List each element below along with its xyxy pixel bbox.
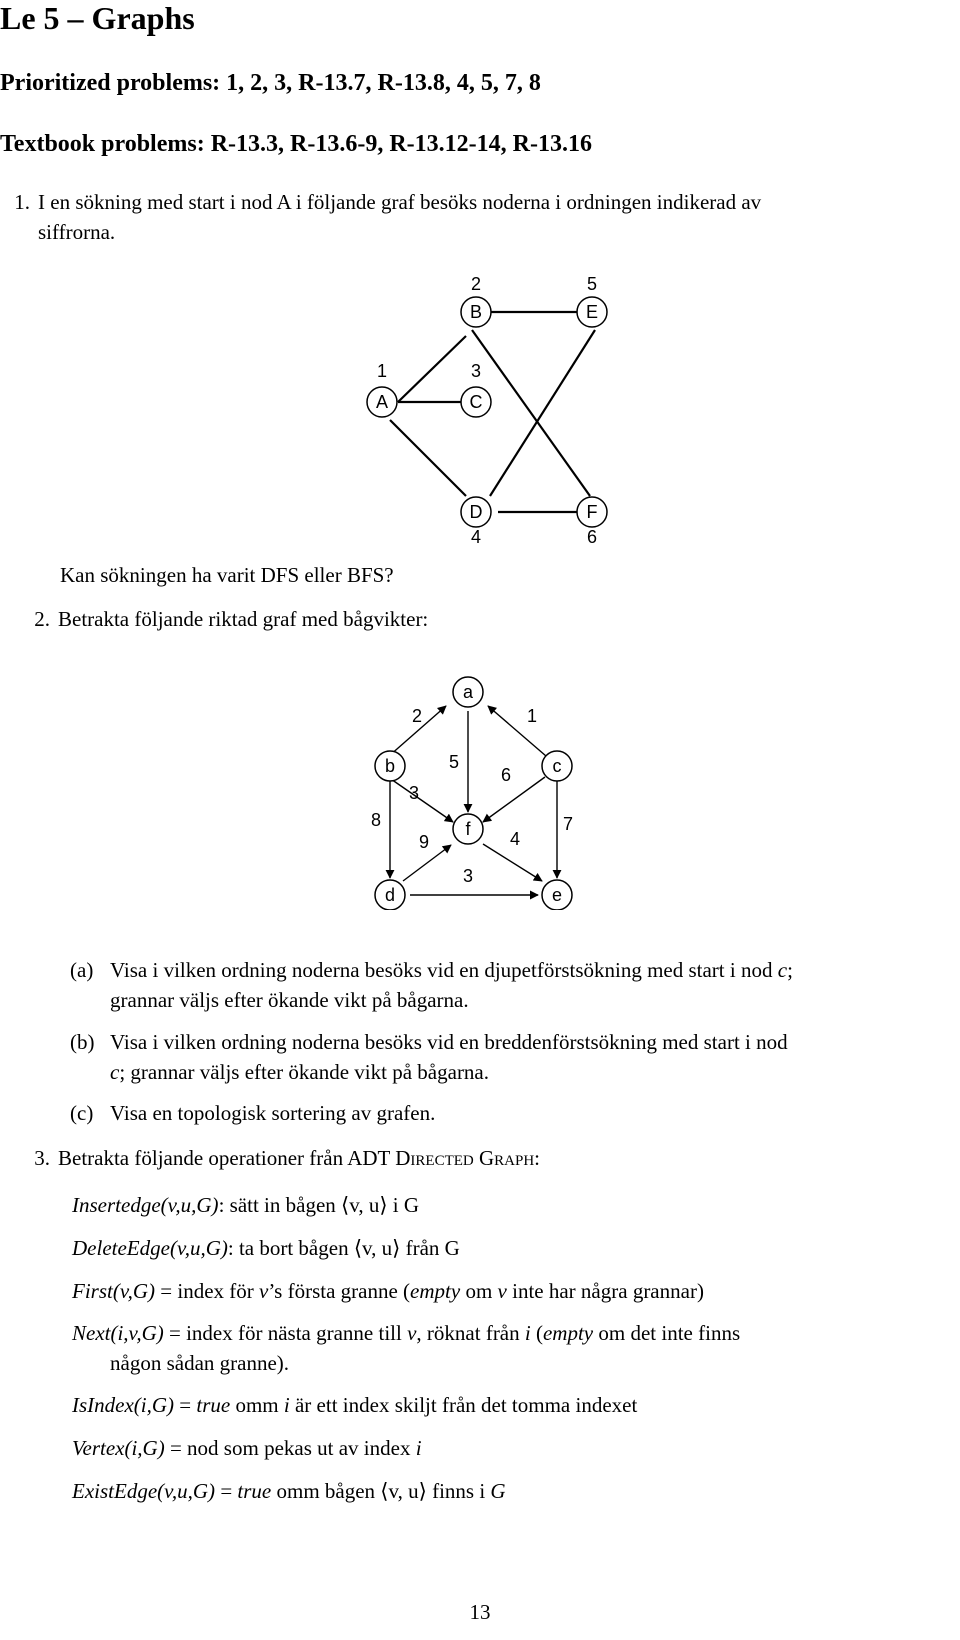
graph-node-label: e xyxy=(551,885,563,905)
edge-weight-label: 2 xyxy=(411,706,423,726)
op-isindex: IsIndex(i,G) = true omm i är ett index skiljt från det tomma indexet xyxy=(72,1393,638,1417)
op-first: First(v,G) = index för v’s första granne (empty om v inte har några grannar) xyxy=(72,1279,704,1303)
textbook-problems: Textbook problems: R-13.3, R-13.6-9, R-13.12-14, R-13.16 xyxy=(0,131,592,157)
edge-weight-label: 3 xyxy=(462,866,474,886)
graph-node-label: B xyxy=(469,302,483,322)
subproblem-a-text: Visa i vilken ordning noderna besöks vid en djupetförstsökning med start i nod c; xyxy=(110,958,793,982)
subproblem-c-label: (c) xyxy=(70,1101,94,1125)
edge-weight-label: 9 xyxy=(418,832,430,852)
graph-node-label: f xyxy=(465,819,471,839)
op-next: Next(i,v,G) = index för nästa granne till v, röknat från i (empty om det inte finns xyxy=(72,1321,741,1345)
directed-weighted-graph xyxy=(0,640,960,910)
edge-weight-label: 3 xyxy=(408,783,420,803)
subproblem-a-text-cont: grannar väljs efter ökande vikt på bågarna. xyxy=(110,988,469,1012)
edge-weight-label: 8 xyxy=(370,810,382,830)
graph-node-label: d xyxy=(384,885,396,905)
subproblem-b-text: Visa i vilken ordning noderna besöks vid en breddenförstsökning med start i nod xyxy=(110,1030,788,1054)
problem-1-question: Kan sökningen ha varit DFS eller BFS? xyxy=(60,563,394,587)
op-next-cont: någon sådan granne). xyxy=(110,1351,290,1375)
graph-node-label: a xyxy=(462,682,474,702)
op-vertex: Vertex(i,G) = nod som pekas ut av index i xyxy=(72,1436,422,1460)
op-deleteedge: DeleteEdge(v,u,G): ta bort bågen ⟨v, u⟩ från G xyxy=(72,1236,460,1260)
op-existedge: ExistEdge(v,u,G) = true omm bågen ⟨v, u⟩ finns i G xyxy=(72,1479,506,1503)
page-number: 13 xyxy=(469,1600,491,1624)
edge-weight-label: 1 xyxy=(526,706,538,726)
edge-weight-label: 5 xyxy=(448,752,460,772)
op-insertedge: Insertedge(v,u,G): sätt in bågen ⟨v, u⟩ i G xyxy=(72,1193,420,1217)
graph-node-label: E xyxy=(585,302,599,322)
problem-2-number: 2. xyxy=(34,607,50,631)
graph-node-label: A xyxy=(375,392,389,412)
visit-order-label: 3 xyxy=(470,361,482,381)
visit-order-label: 5 xyxy=(586,274,598,294)
subproblem-b-text-cont: c; grannar väljs efter ökande vikt på bågarna. xyxy=(110,1060,490,1084)
visit-order-label: 2 xyxy=(470,274,482,294)
problem-2-text: Betrakta följande riktad graf med bågvikter: xyxy=(58,607,429,631)
graph-node-label: F xyxy=(586,502,598,522)
visit-order-label: 1 xyxy=(376,361,388,381)
problem-1-text: I en sökning med start i nod A i följande graf besöks noderna i ordningen indikerad av xyxy=(38,190,762,214)
graph-node-label: c xyxy=(552,756,562,776)
subproblem-c-text: Visa en topologisk sortering av grafen. xyxy=(110,1101,436,1125)
problem-3-text: Betrakta följande operationer från ADT Directed Graph: xyxy=(58,1146,540,1170)
graph-node-label: D xyxy=(469,502,483,522)
graph-node-label: C xyxy=(469,392,483,412)
problem-3-number: 3. xyxy=(34,1146,50,1170)
visit-order-label: 6 xyxy=(586,527,598,547)
subproblem-a-label: (a) xyxy=(70,958,94,982)
graph-node-label: b xyxy=(384,756,396,776)
undirected-graph xyxy=(0,260,960,590)
edge-weight-label: 7 xyxy=(562,814,574,834)
problem-1-text-cont: siffrorna. xyxy=(38,220,116,244)
edge-weight-label: 6 xyxy=(500,765,512,785)
page-title: Le 5 – Graphs xyxy=(0,0,195,36)
visit-order-label: 4 xyxy=(470,527,482,547)
problem-1-number: 1. xyxy=(14,190,30,214)
prioritized-problems: Prioritized problems: 1, 2, 3, R-13.7, R-13.8, 4, 5, 7, 8 xyxy=(0,70,541,96)
edge-weight-label: 4 xyxy=(509,829,521,849)
subproblem-b-label: (b) xyxy=(70,1030,95,1054)
